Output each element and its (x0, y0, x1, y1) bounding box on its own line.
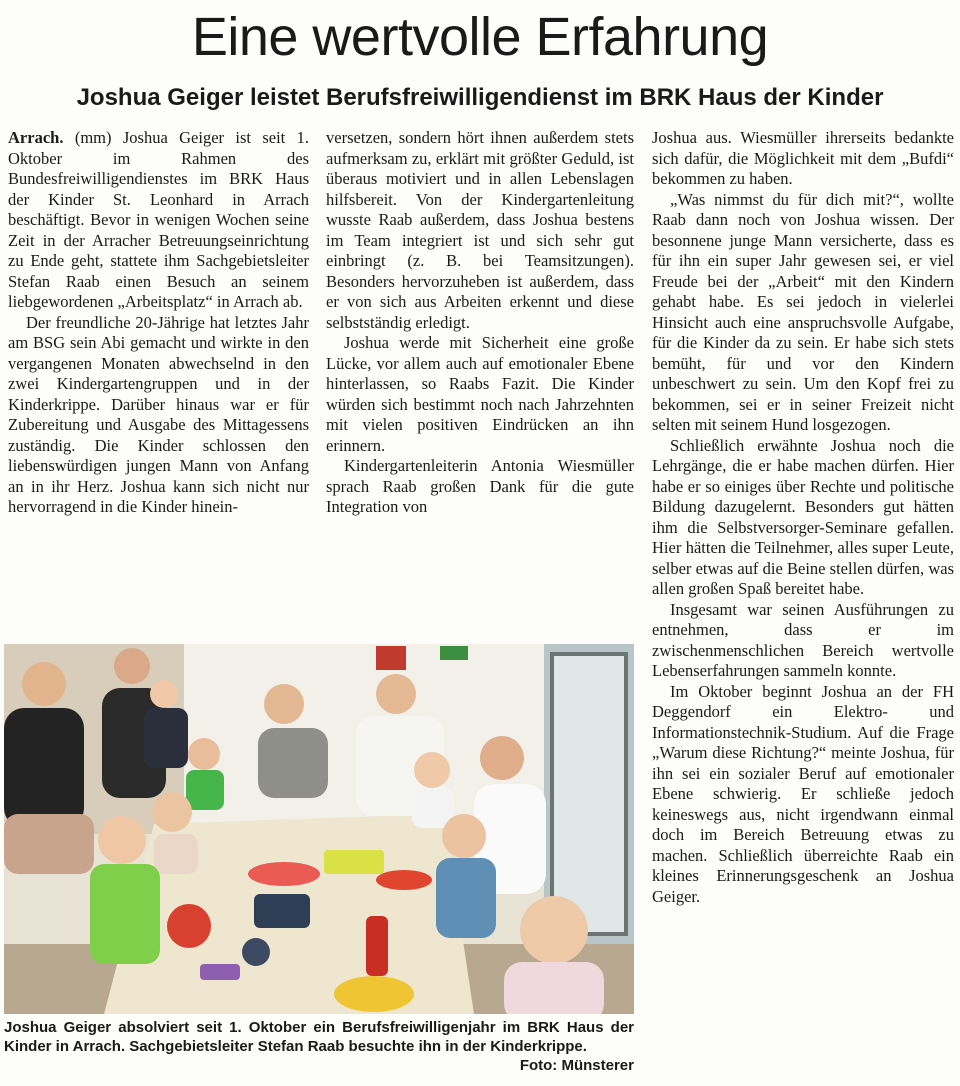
subheadline: Joshua Geiger leistet Berufsfreiwilligendienst im BRK Haus der Kinder (76, 84, 884, 111)
paragraph: Joshua werde mit Sicherheit eine große Lücke, vor allem auch auf emotionaler Ebene hinterlassen, so Raabs Fazit. Die Kinder würden sich bestimmt noch nach Jahrzehnten mit vielen positiven Eindrücken an ihn erinnern. (326, 333, 634, 455)
paragraph: Joshua aus. Wiesmüller ihrerseits bedankte sich dafür, die Möglichkeit mit dem „Bufdi“ bekommen zu haben. (652, 128, 954, 188)
article-photo (4, 644, 634, 1014)
paragraph (8, 128, 309, 313)
paragraph: Insgesamt war seinen Ausführungen zu entnehmen, dass er im zwischenmenschlichen Bereich wertvolle Lebenserfahrungen sammeln konnte. (652, 599, 954, 680)
caption-text: Joshua Geiger absolviert seit 1. Oktober ein Berufsfreiwilligenjahr im BRK Haus der Kinder in Arrach. Sachgebietsleiter Stefan Raab besuchte ihn in der Kinderkrippe. (4, 1019, 634, 1055)
headline: Eine wertvolle Erfahrung (191, 7, 769, 67)
article-column-3 (652, 128, 954, 907)
paragraph: Schließlich erwähnte Joshua noch die Lehrgänge, die er habe machen dürfen. Hier habe er so einiges über Rechte und politische Bildung dazugelernt. Besonders gut hätten ihm die Selbstversorger-Seminare gefallen. Hier hätten die Teilnehmer, alles super Leute, selber etwas auf die Beine stellen dürfen, was allen großen Spaß bereitet habe. (652, 435, 954, 598)
photo-illustration (4, 644, 634, 1014)
article-column-2 (326, 128, 634, 518)
paragraph: Kindergartenleiterin Antonia Wiesmüller sprach Raab großen Dank für die gute Integration von (326, 456, 634, 516)
photo-caption (4, 1018, 634, 1075)
paragraph-text: (mm) Joshua Geiger ist seit 1. Oktober im Rahmen des Bundesfreiwilligendienstes im BRK Haus der Kinder St. Leonhard in Arrach beschäftigt. Bevor in wenigen Wochen seine Zeit in der Arracher Betreuungseinrichtung zu Ende geht, stattete ihm Sachgebietsleiter Stefan Raab einen Besuch an seinem liebgewordenen „Arbeitsplatz“ in Arrach ab. (8, 128, 309, 311)
paragraph: versetzen, sondern hört ihnen außerdem stets aufmerksam zu, erklärt mit größter Geduld, ist überaus motiviert und in allen Lebenslagen hilfsbereit. Von der Kindergartenleitung wusste Raab außerdem, dass Joshua bestens im Team integriert ist und sich sehr gut einbringt (z. B. bei Teamsitzungen). Besonders hervorzuheben ist außerdem, dass er von sich aus Arbeiten erkennt und diese selbstständig erledigt. (326, 128, 634, 332)
dateline: Arrach. (8, 128, 64, 147)
article-column-1 (8, 128, 309, 518)
paragraph: Der freundliche 20-Jährige hat letztes Jahr am BSG sein Abi gemacht und wirkte in den vergangenen Monaten abwechselnd in den zwei Kindergartengruppen und in der Kinderkrippe. Darüber hinaus war er für Zubereitung und Ausgabe des Mittagessens zuständig. Die Kinder schlossen den liebenswürdigen jungen Mann von Anfang an in ihr Herz. Joshua kann sich nicht nur hervorragend in die Kinder hinein- (8, 312, 309, 516)
paragraph: Im Oktober beginnt Joshua an der FH Deggendorf ein Elektro- und Informationstechnik-Studium. Auf die Frage „Warum diese Richtung?“ meinte Joshua, für ihn sei ein sozialer Beruf auf emotionaler Ebene schwierig. Er schließe jedoch keineswegs aus, nicht irgendwann einmal doch im Bereich Betreuung etwas zu machen. Schließlich überreichte Raab ein kleines Erinnerungsgeschenk an Joshua Geiger. (652, 681, 954, 906)
paragraph: „Was nimmst du für dich mit?“, wollte Raab dann noch von Joshua wissen. Der besonnene junge Mann versicherte, dass es für ihn ein super Jahr gewesen sei, er viel Freude bei der „Arbeit“ mit den Kindern gehabt habe. Es sei jedoch in vielerlei Hinsicht auch eine anspruchsvolle Aufgabe, für die Kinder da zu sein. Er habe sich stets bemüht, für und vor den Kindern unbeschwert zu sein. Um den Kopf frei zu bekommen, sei er in seiner Freizeit nicht selten mit seinem Hund losgezogen. (652, 189, 954, 434)
photo-credit: Foto: Münsterer (519, 1057, 634, 1074)
